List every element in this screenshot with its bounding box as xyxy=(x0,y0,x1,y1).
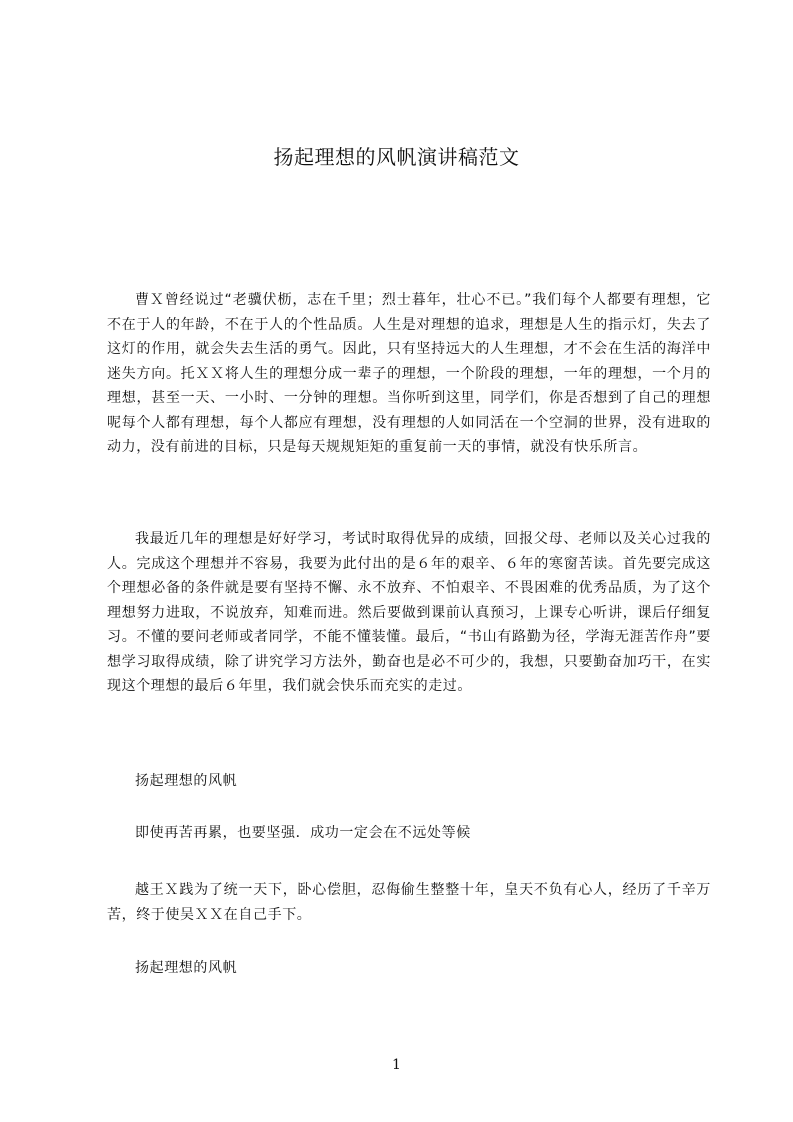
paragraph-3-heading: 扬起理想的风帆 xyxy=(135,773,238,789)
page-number: 1 xyxy=(392,1057,401,1073)
paragraph-6-heading: 扬起理想的风帆 xyxy=(135,960,238,976)
paragraph-4: 即使再苦再累，也要坚强．成功一定会在不远处等候 xyxy=(135,825,471,841)
paragraph-2: 我最近几年的理想是好好学习，考试时取得优异的成绩，回报父母、老师以及关心过我的人。完成这个理想并不容易，我要为此付出的是６年的艰辛、６年的寒窗苦读。首先要完成这个理想必备的条件就是要有坚持不懈、永不放弃、不怕艰辛、不畏困难的优秀品质，为了这个理想努力进取，不说放弃，知难而进。然后要做到课前认真预习，上课专心听讲，课后仔细复习。不懂的要问老师或者同学，不能不懂装懂。最后，“书山有路勤为径，学海无涯苦作舟”要想学习取得成绩，除了讲究学习方法外，勤奋也是必不可少的，我想，只要勤奋加巧干，在实现这个理想的最后６年里，我们就会快乐而充实的走过。 xyxy=(107,531,711,694)
paragraph-5: 越王Ｘ践为了统一天下，卧心偿胆，忍侮偷生整整十年，皇天不负有心人，经历了千辛万苦，终于使吴ＸＸ在自己手下。 xyxy=(107,882,711,923)
paragraph-1: 曹Ｘ曾经说过“老骥伏枥，志在千里；烈士暮年，壮心不已。”我们每个人都要有理想，它不在于人的年龄，不在于人的个性品质。人生是对理想的追求，理想是人生的指示灯，失去了这灯的作用，就会失去生活的勇气。因此，只有坚持远大的人生理想，才不会在生活的海洋中迷失方向。托ＸＸ将人生的理想分成一辈子的理想，一个阶段的理想，一年的理想，一个月的理想，甚至一天、一小时、一分钟的理想。当你听到这里，同学们，你是否想到了自己的理想呢每个人都有理想，每个人都应有理想，没有理想的人如同活在一个空洞的世界，没有进取的动力，没有前进的目标，只是每天规规矩矩的重复前一天的事情，就没有快乐所言。 xyxy=(107,292,711,455)
document-title: 扬起理想的风帆演讲稿范文 xyxy=(273,145,520,169)
